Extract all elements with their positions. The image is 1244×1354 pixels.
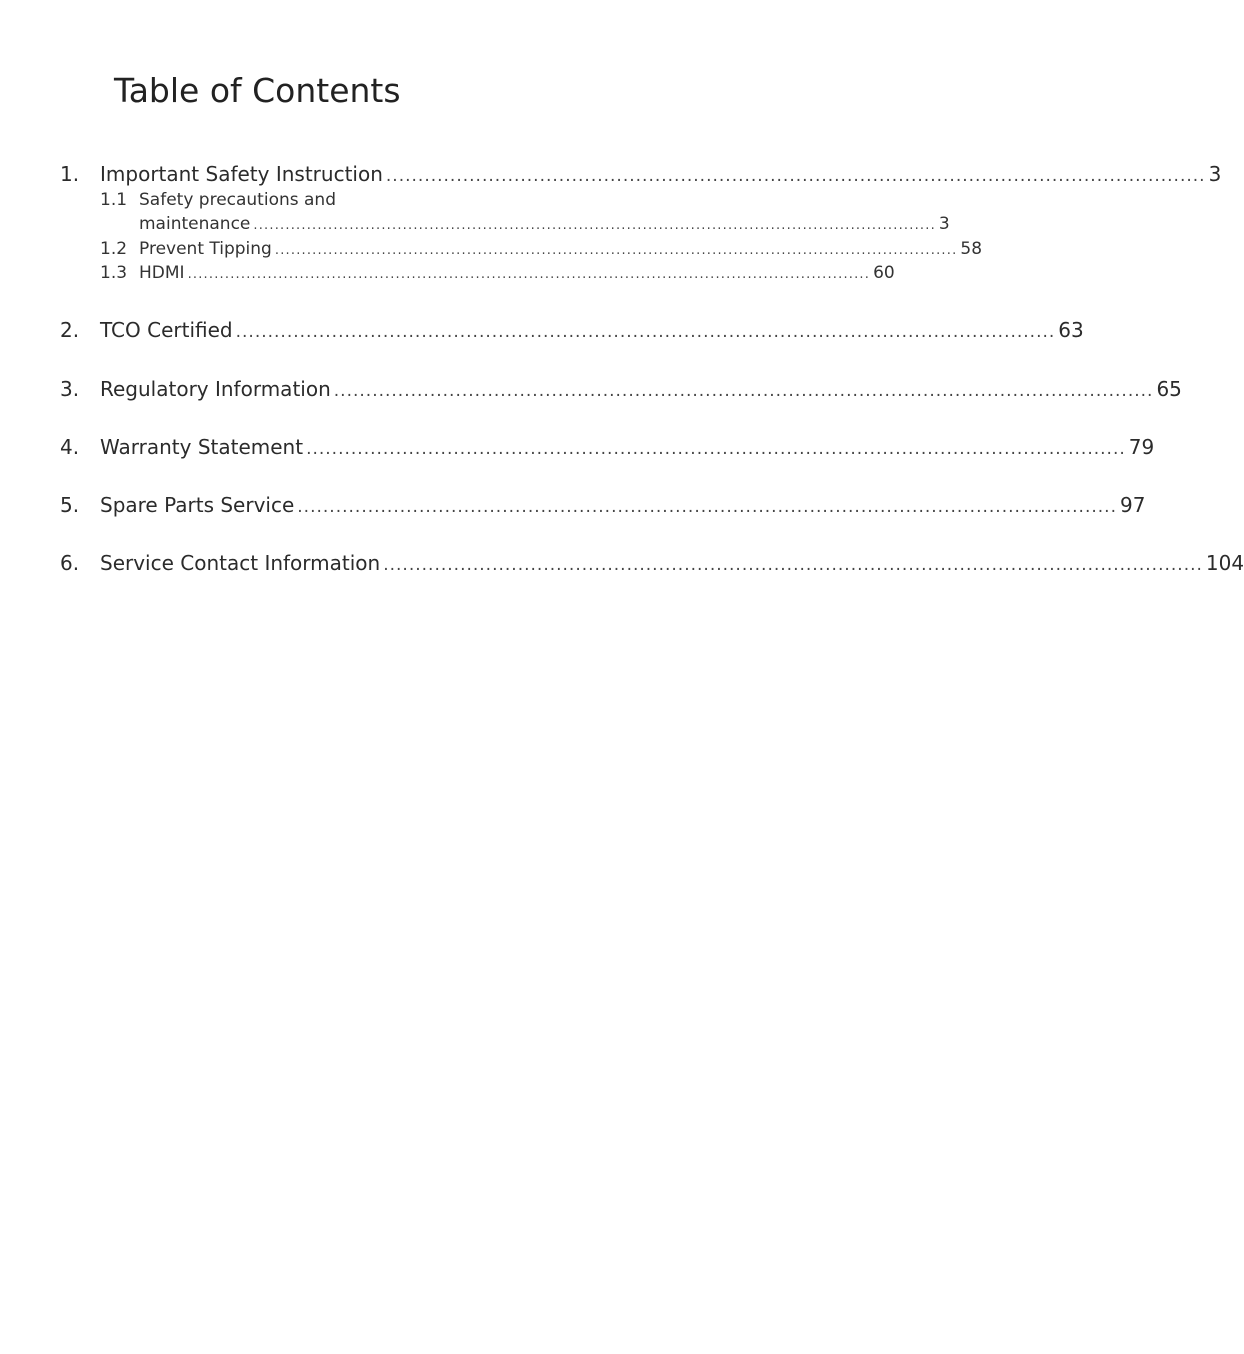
page-title: Table of Contents (114, 71, 401, 110)
toc-entry-label: Important Safety Instruction (100, 162, 383, 186)
toc-dot-leader: ................................................................................................................................ (383, 555, 1203, 575)
toc-entry-label: Service Contact Information (100, 551, 381, 575)
toc-entry-prevent-tipping[interactable] (60, 237, 983, 263)
toc-entry-page: 65 (1156, 377, 1182, 401)
toc-entry-number: 1.2 (100, 239, 128, 259)
toc-entry-page: 63 (1058, 318, 1084, 342)
toc-entry-label: Warranty Statement (100, 435, 304, 459)
toc-dot-leader: ................................................................................................................................ (187, 267, 871, 282)
toc-entry-number: 5. (60, 493, 80, 517)
toc-entry-label: Safety precautions and (139, 190, 336, 210)
toc-entry-service-contact-information[interactable] (60, 550, 1244, 578)
toc-entry-page: 58 (960, 239, 983, 259)
toc-entry-safety-precautions-continued[interactable] (139, 212, 950, 238)
toc-entry-number: 3. (60, 377, 80, 401)
toc-entry-label: Prevent Tipping (139, 239, 272, 259)
toc-entry-regulatory-information[interactable] (60, 376, 1182, 404)
toc-dot-leader: ................................................................................................................................ (333, 381, 1154, 401)
toc-entry-label-continued: maintenance (139, 214, 251, 234)
toc-entry-label: HDMI (139, 263, 185, 283)
toc-entry-hdmi[interactable] (60, 261, 895, 287)
toc-entry-label: Spare Parts Service (100, 493, 295, 517)
toc-entry-page: 104 (1205, 551, 1244, 575)
toc-entry-label: Regulatory Information (100, 377, 331, 401)
toc-entry-number: 2. (60, 318, 80, 342)
toc-entry-number: 1.1 (100, 190, 128, 210)
toc-entry-label: TCO Certified (100, 318, 233, 342)
toc-dot-leader: ................................................................................................................................ (274, 243, 958, 258)
toc-dot-leader: ................................................................................................................................ (235, 322, 1056, 342)
toc-entry-page: 3 (1208, 162, 1222, 186)
toc-entry-warranty-statement[interactable] (60, 434, 1155, 462)
toc-entry-page: 97 (1119, 493, 1146, 517)
toc-dot-leader: ................................................................................................................................ (306, 439, 1126, 459)
toc-entry-important-safety-instruction[interactable] (60, 161, 1222, 189)
toc-entry-safety-precautions[interactable] (60, 188, 448, 212)
toc-dot-leader: ................................................................................................................................ (385, 166, 1206, 186)
toc-entry-number: 1. (60, 162, 80, 186)
toc-entry-number: 6. (60, 551, 80, 575)
toc-entry-page: 79 (1128, 435, 1155, 459)
toc-entry-number: 4. (60, 435, 80, 459)
toc-dot-leader: ................................................................................................................................ (297, 497, 1117, 517)
toc-entry-tco-certified[interactable] (60, 317, 1084, 345)
toc-entry-page: 60 (873, 263, 895, 283)
toc-dot-leader: ................................................................................................................................ (253, 218, 936, 233)
toc-entry-page: 3 (938, 214, 950, 234)
toc-entry-number: 1.3 (100, 263, 128, 283)
toc-entry-spare-parts-service[interactable] (60, 492, 1146, 520)
